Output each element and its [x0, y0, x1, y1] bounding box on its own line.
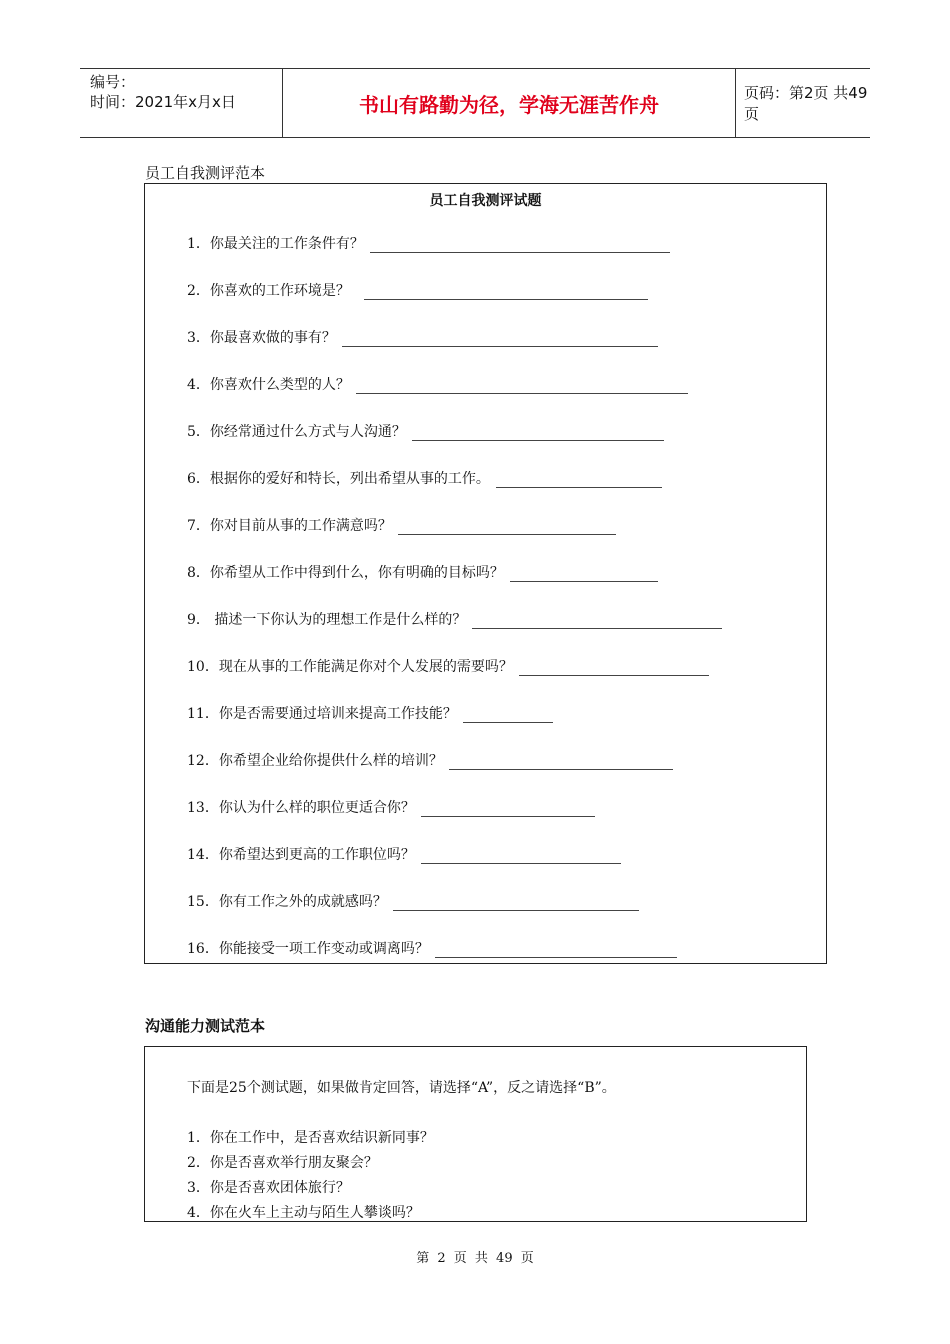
question-item: 11．你是否需要通过培训来提高工作技能？ [187, 705, 553, 723]
question-item: 15．你有工作之外的成就感吗？ [187, 893, 639, 911]
answer-blank[interactable] [472, 613, 722, 629]
header-meta-cell [80, 69, 282, 137]
question-item: 10．现在从事的工作能满足你对个人发展的需要吗？ [187, 658, 709, 676]
self-eval-section-label: 员工自我测评范本 [145, 164, 266, 182]
communication-section-label: 沟通能力测试范本 [145, 1017, 266, 1035]
question-item: 13．你认为什么样的职位更适合你？ [187, 799, 595, 817]
list-item: 1．你在工作中，是否喜欢结识新同事？ [187, 1130, 434, 1146]
list-item: 2．你是否喜欢举行朋友聚会？ [187, 1155, 378, 1171]
question-item: 9． 描述一下你认为的理想工作是什么样的？ [187, 611, 722, 629]
question-item: 3．你最喜欢做的事有？ [187, 329, 658, 347]
answer-blank[interactable] [356, 378, 688, 394]
communication-box [144, 1046, 807, 1222]
page-info: 页码：第2页 共49页 [744, 84, 868, 123]
question-item: 4．你喜欢什么类型的人？ [187, 376, 688, 394]
question-item: 8．你希望从工作中得到什么，你有明确的目标吗？ [187, 564, 658, 582]
answer-blank[interactable] [364, 284, 648, 300]
question-item: 6．根据你的爱好和特长，列出希望从事的工作。 [187, 470, 662, 488]
number-label: 编号： [90, 73, 136, 91]
self-eval-box [144, 183, 827, 964]
list-item: 3．你是否喜欢团体旅行？ [187, 1180, 350, 1196]
self-eval-title: 员工自我测评试题 [429, 193, 542, 209]
motto: 书山有路勤为径，学海无涯苦作舟 [282, 69, 736, 137]
question-item: 16．你能接受一项工作变动或调离吗？ [187, 940, 677, 958]
answer-blank[interactable] [519, 660, 709, 676]
answer-blank[interactable] [342, 331, 658, 347]
page-footer: 第 2 页 共 49 页 [416, 1251, 534, 1266]
question-item: 7．你对目前从事的工作满意吗？ [187, 517, 616, 535]
answer-blank[interactable] [421, 801, 595, 817]
answer-blank[interactable] [435, 942, 677, 958]
answer-blank[interactable] [412, 425, 664, 441]
answer-blank[interactable] [370, 237, 670, 253]
question-item: 12．你希望企业给你提供什么样的培训？ [187, 752, 673, 770]
answer-blank[interactable] [463, 707, 553, 723]
time-label: 时间：2021年x月x日 [90, 93, 236, 111]
answer-blank[interactable] [449, 754, 673, 770]
question-item: 5．你经常通过什么方式与人沟通？ [187, 423, 664, 441]
question-item: 14．你希望达到更高的工作职位吗？ [187, 846, 621, 864]
question-item: 1．你最关注的工作条件有？ [187, 235, 670, 253]
page-header [80, 68, 870, 138]
answer-blank[interactable] [398, 519, 616, 535]
answer-blank[interactable] [421, 848, 621, 864]
question-item: 2．你喜欢的工作环境是？ [187, 282, 648, 300]
communication-intro: 下面是25个测试题，如果做肯定回答，请选择“A”，反之请选择“B”。 [187, 1080, 616, 1096]
answer-blank[interactable] [510, 566, 658, 582]
answer-blank[interactable] [496, 472, 662, 488]
list-item: 4．你在火车上主动与陌生人攀谈吗？ [187, 1205, 420, 1221]
answer-blank[interactable] [393, 895, 639, 911]
